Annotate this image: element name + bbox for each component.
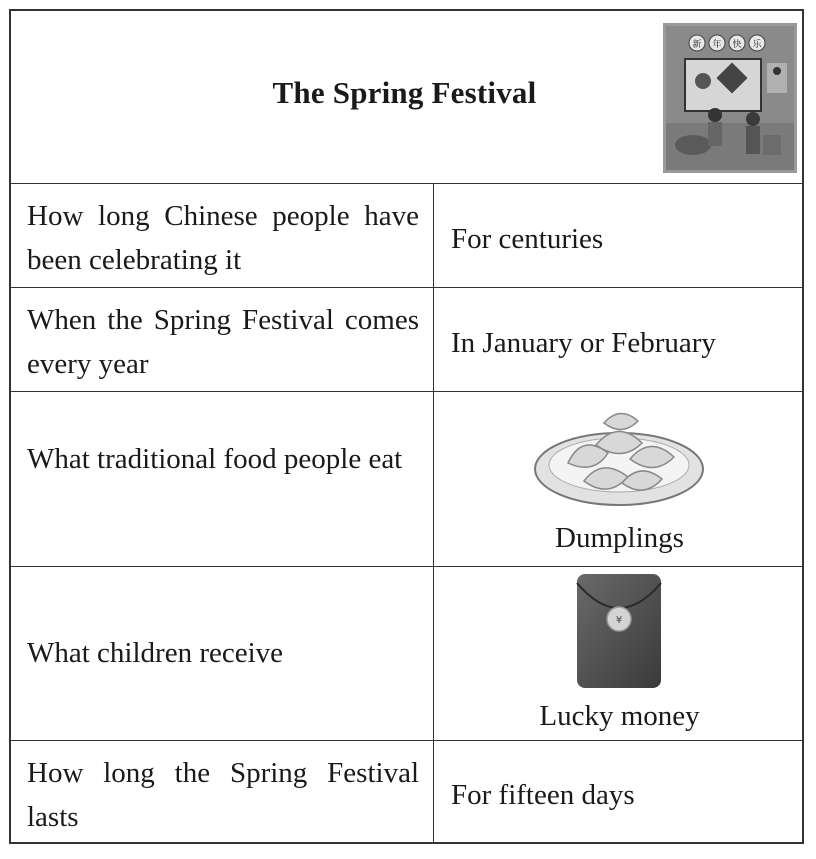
question-cell-4: What children receive (27, 637, 284, 669)
answer-cell-2: In January or February (451, 327, 716, 359)
row-divider (11, 287, 802, 288)
title-cell (11, 11, 802, 183)
row-divider (11, 391, 802, 392)
dumplings-plate-icon (530, 401, 708, 509)
picture-caption-char-4: 乐 (752, 40, 762, 50)
table-title: The Spring Festival (272, 75, 537, 110)
column-divider (433, 183, 434, 842)
red-envelope-icon (576, 573, 662, 689)
picture-caption-char-2: 年 (712, 40, 722, 50)
answer-cell-5: For fifteen days (451, 779, 635, 811)
question-cell-1: How long Chinese people have been celebrating it (27, 200, 419, 276)
question-cell-2: When the Spring Festival comes every year (27, 304, 419, 380)
picture-caption-char-3: 快 (732, 40, 742, 50)
picture-caption-char-1: 新 (692, 40, 702, 50)
answer-cell-4: Lucky money (539, 700, 700, 732)
new-year-celebration-picture (663, 23, 797, 173)
answer-cell-3: Dumplings (555, 522, 684, 554)
spring-festival-table (9, 9, 804, 844)
question-cell-5: How long the Spring Festival lasts (27, 757, 419, 833)
row-divider (11, 566, 802, 567)
row-divider (11, 740, 802, 741)
question-cell-3: What traditional food people eat (27, 443, 403, 475)
row-divider (11, 183, 802, 184)
svg-text:¥: ¥ (615, 615, 623, 626)
answer-cell-1: For centuries (451, 223, 604, 255)
